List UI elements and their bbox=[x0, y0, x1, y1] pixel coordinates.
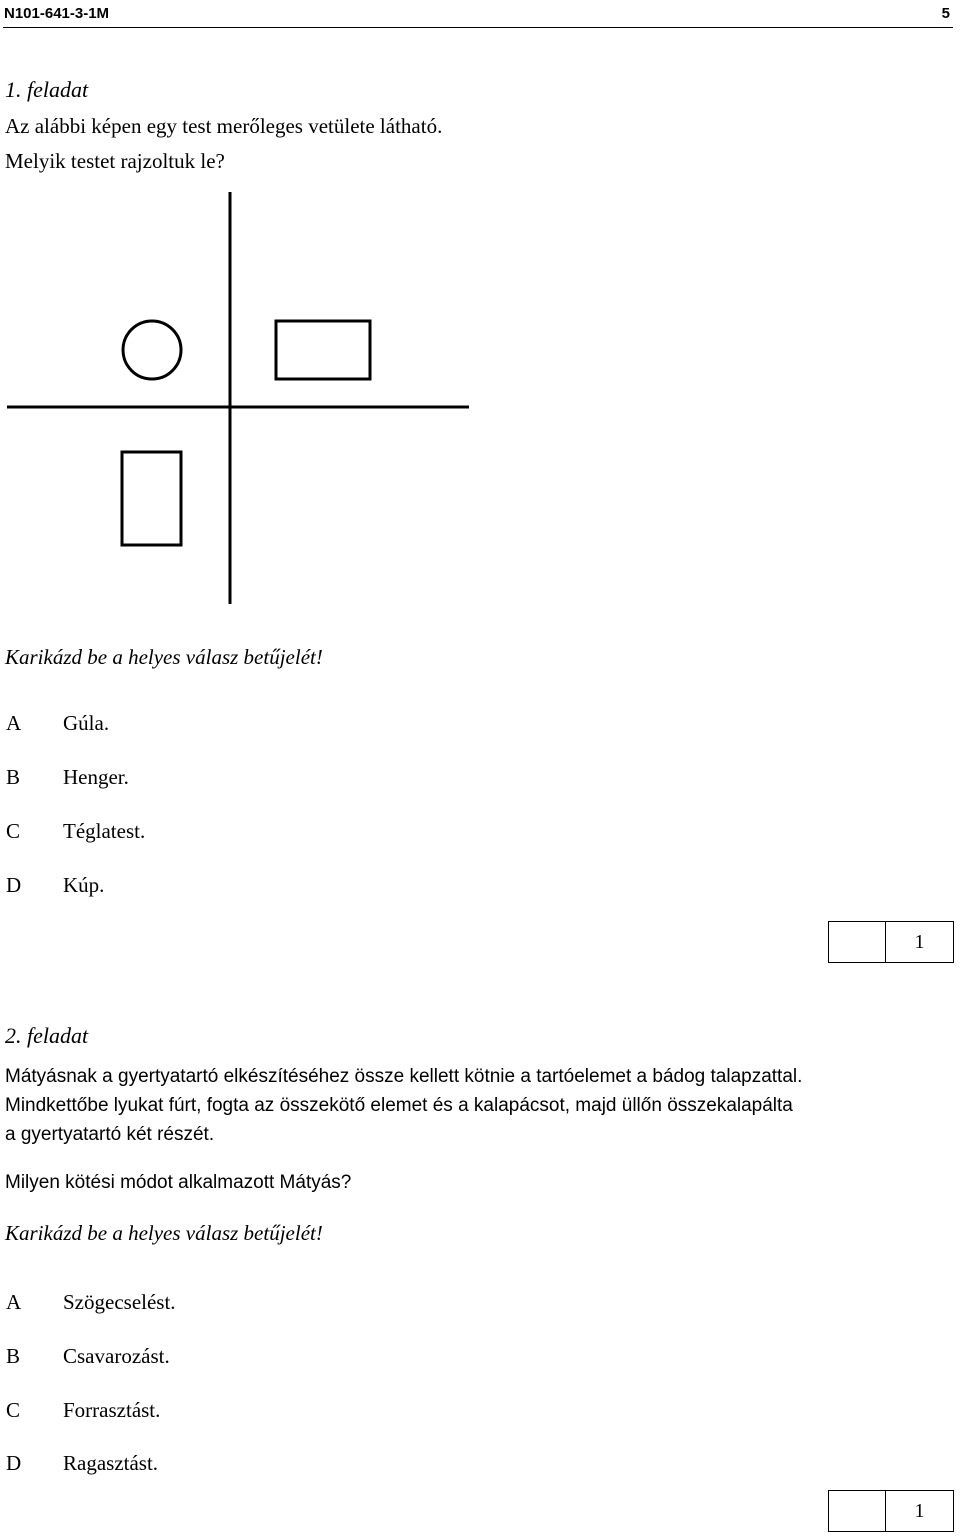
task1-instruction: Karikázd be a helyes válasz betűjelét! bbox=[5, 645, 323, 669]
task1-title: 1. feladat bbox=[5, 77, 89, 102]
page-number: 5 bbox=[941, 5, 950, 22]
task1-score-entry-cell[interactable] bbox=[829, 922, 886, 962]
side-view-rectangle bbox=[276, 321, 370, 379]
task2-option-d-letter[interactable]: D bbox=[6, 1451, 22, 1475]
task1-intro-line2: Melyik testet rajzoltuk le? bbox=[5, 149, 225, 173]
task2-option-c-letter[interactable]: C bbox=[6, 1398, 21, 1422]
task1-option-a-letter[interactable]: A bbox=[6, 711, 22, 735]
task2-option-a-letter[interactable]: A bbox=[6, 1290, 22, 1314]
task2-option-c-text: Forrasztást. bbox=[63, 1398, 161, 1422]
task2-option-b-text: Csavarozást. bbox=[63, 1344, 170, 1368]
task2-max-score: 1 bbox=[914, 1499, 925, 1522]
task2-option-a-text: Szögecselést. bbox=[63, 1290, 176, 1314]
task1-max-score: 1 bbox=[914, 930, 925, 953]
task1-option-d-letter[interactable]: D bbox=[6, 873, 22, 897]
task2-paragraph-line3: a gyertyatartó két részét. bbox=[5, 1124, 215, 1145]
top-view-circle bbox=[123, 321, 181, 379]
task1-score-box bbox=[828, 921, 954, 963]
task2-paragraph-line2: Mindkettőbe lyukat fúrt, fogta az összekötő elemet és a kalapácsot, majd üllőn összekalapálta bbox=[5, 1095, 793, 1116]
task1-intro-line1: Az alábbi képen egy test merőleges vetülete látható. bbox=[5, 114, 443, 138]
task1-option-b-letter[interactable]: B bbox=[6, 765, 21, 789]
task1-option-c-text: Téglatest. bbox=[63, 819, 146, 843]
task2-instruction: Karikázd be a helyes válasz betűjelét! bbox=[5, 1221, 323, 1245]
task2-score-box bbox=[828, 1490, 954, 1532]
task2-title: 2. feladat bbox=[5, 1023, 89, 1048]
task2-option-d-text: Ragasztást. bbox=[63, 1451, 159, 1475]
task1-option-d-text: Kúp. bbox=[63, 873, 105, 897]
task2-question: Milyen kötési módot alkalmazott Mátyás? bbox=[5, 1172, 352, 1193]
task1-option-c-letter[interactable]: C bbox=[6, 819, 21, 843]
task2-option-b-letter[interactable]: B bbox=[6, 1344, 21, 1368]
projection-drawing bbox=[0, 185, 480, 610]
task2-paragraph-line1: Mátyásnak a gyertyatartó elkészítéséhez össze kellett kötnie a tartóelemet a bádog talapzattal. bbox=[5, 1066, 803, 1087]
task2-score-entry-cell[interactable] bbox=[829, 1491, 886, 1531]
task1-option-b-text: Henger. bbox=[63, 765, 129, 789]
header-divider bbox=[3, 27, 953, 28]
task1-option-a-text: Gúla. bbox=[63, 711, 110, 735]
document-code: N101-641-3-1M bbox=[4, 5, 110, 22]
front-view-rectangle bbox=[122, 452, 181, 545]
